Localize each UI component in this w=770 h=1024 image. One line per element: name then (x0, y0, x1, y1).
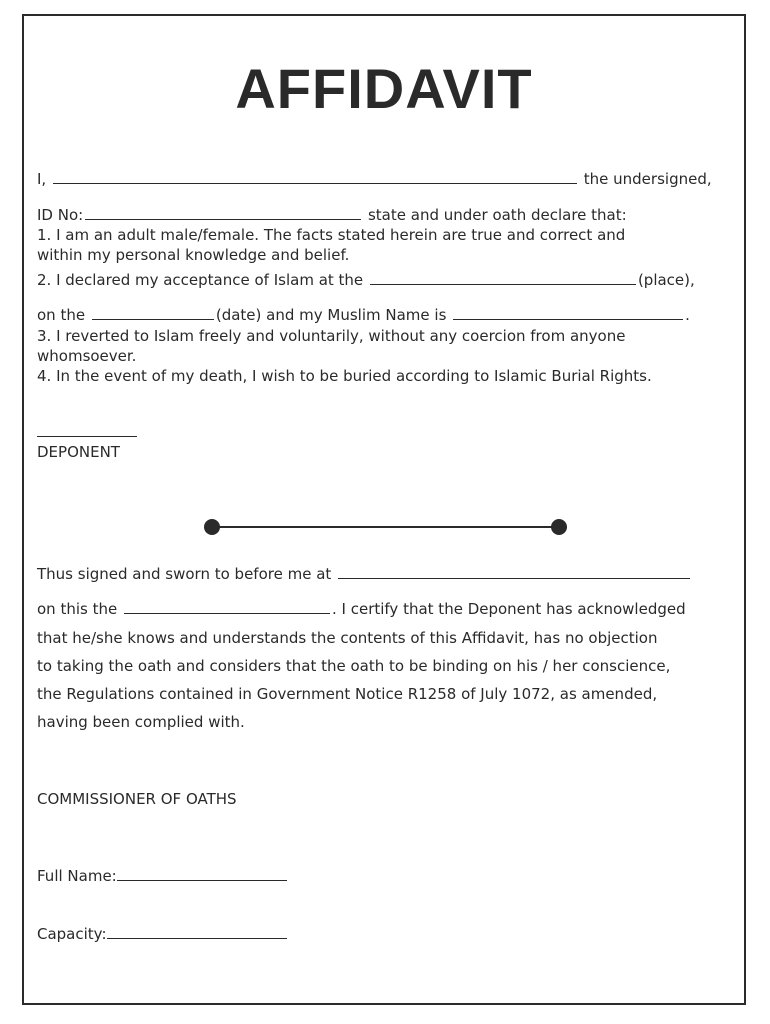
commissioner-label: COMMISSIONER OF OATHS (37, 790, 237, 808)
document-title: AFFIDAVIT (235, 57, 533, 120)
place-blank[interactable] (370, 270, 636, 285)
id-line: ID No: state and under oath declare that: (37, 206, 627, 224)
section-divider (211, 526, 559, 528)
date-name-line: on the (date) and my Muslim Name is . (37, 306, 690, 324)
certification-line-1: on this the . I certify that the Deponent has acknowledged (37, 600, 686, 618)
certification-line-4: the Regulations contained in Government Notice R1258 of July 1072, as amended, (37, 685, 658, 703)
deponent-signature-blank[interactable] (37, 422, 137, 437)
capacity-blank[interactable] (107, 924, 287, 939)
affidavit-page (22, 14, 746, 1005)
divider-right-dot (551, 519, 567, 535)
clause-3-line-1: 3. I reverted to Islam freely and voluntarily, without any coercion from anyone (37, 327, 626, 345)
clause-2-line: 2. I declared my acceptance of Islam at the (place), (37, 271, 695, 289)
capacity-line: Capacity: (37, 924, 289, 944)
date-blank[interactable] (92, 305, 214, 320)
full-name-blank[interactable] (117, 866, 287, 881)
muslim-name-blank[interactable] (453, 305, 683, 320)
deponent-signature-line (37, 422, 137, 442)
sworn-line: Thus signed and sworn to before me at (37, 564, 692, 584)
clause-3-line-2: whomsoever. (37, 347, 137, 365)
clause-1-line-2: within my personal knowledge and belief. (37, 246, 350, 264)
name-blank[interactable] (53, 169, 577, 184)
full-name-line: Full Name: (37, 866, 289, 886)
certification-line-5: having been complied with. (37, 713, 245, 731)
certification-line-3: to taking the oath and considers that the oath to be binding on his / her conscience, (37, 657, 671, 675)
clause-4-line: 4. In the event of my death, I wish to be buried according to Islamic Burial Rights. (37, 367, 652, 385)
sworn-location-blank[interactable] (338, 564, 690, 579)
declarant-line: I, the undersigned, (37, 170, 712, 188)
certification-line-2: that he/she knows and understands the contents of this Affidavit, has no objection (37, 629, 658, 647)
sworn-date-blank[interactable] (124, 599, 330, 614)
clause-1-line-1: 1. I am an adult male/female. The facts stated herein are true and correct and (37, 226, 626, 244)
deponent-label: DEPONENT (37, 443, 120, 461)
id-number-blank[interactable] (85, 205, 361, 220)
